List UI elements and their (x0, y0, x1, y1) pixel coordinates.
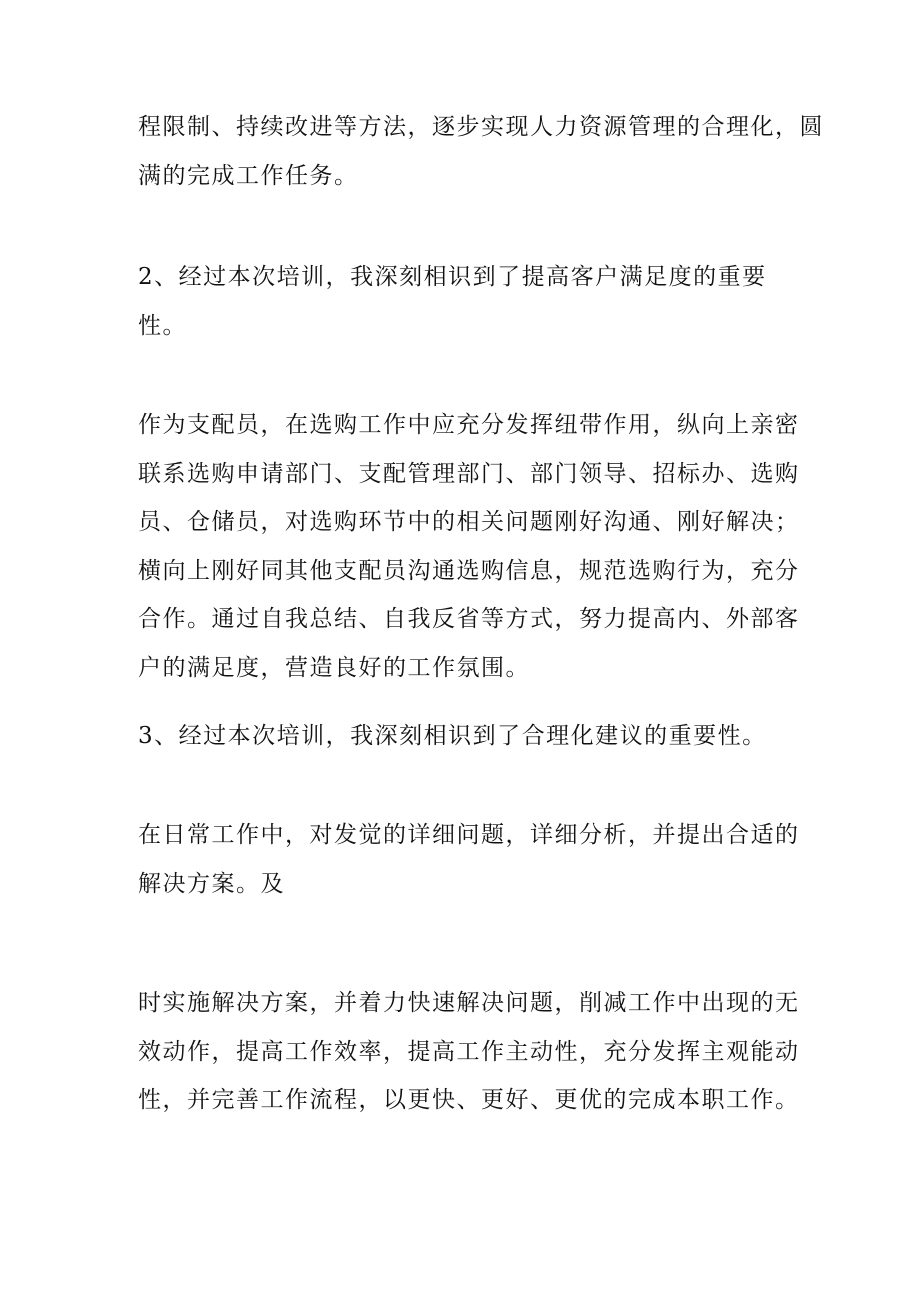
paragraph-line: 户的满足度，营造良好的工作氛围。 (138, 654, 530, 681)
paragraph-line: 横向上刚好同其他支配员沟通选购信息，规范选购行为，充分 (138, 557, 800, 584)
paragraph-line: 员、仓储员，对选购环节中的相关问题刚好沟通、刚好解决； (138, 509, 800, 535)
paragraph-line: 性，并完善工作流程，以更快、更好、更优的完成本职工作。 (138, 1087, 800, 1113)
paragraph-line: 效动作，提高工作效率，提高工作主动性，充分发挥主观能动 (138, 1038, 800, 1065)
paragraph-4 (138, 712, 788, 761)
paragraph-line: 联系选购申请部门、支配管理部门、部门领导、招标办、选购 (138, 460, 800, 487)
paragraph-5 (138, 811, 800, 908)
paragraph-line: 作为支配员，在选购工作中应充分发挥纽带作用，纵向上亲密 (138, 412, 800, 438)
paragraph-line: 合作。通过自我总结、自我反省等方式，努力提高内、外部客 (138, 606, 800, 632)
paragraph-line: 性。 (138, 312, 187, 339)
paragraph-line: 程限制、持续改进等方法，逐步实现人力资源管理的合理化，圆 (138, 114, 824, 140)
paragraph-line: 在日常工作中，对发觉的详细问题，详细分析，并提出合适的 (138, 822, 800, 848)
paragraph-2 (138, 253, 788, 350)
paragraph-line: 2、经过本次培训，我深刻相识到了提高客户满足度的重要 (138, 264, 767, 290)
paragraph-line: 时实施解决方案，并着力快速解决问题，削减工作中出现的无 (138, 990, 800, 1016)
paragraph-6 (138, 979, 800, 1125)
paragraph-3 (138, 401, 800, 692)
paragraph-line: 解决方案。及 (138, 870, 285, 897)
paragraph-line: 满的完成工作任务。 (138, 162, 359, 189)
paragraph-1 (138, 103, 824, 200)
paragraph-line: 3、经过本次培训，我深刻相识到了合理化建议的重要性。 (138, 723, 767, 749)
